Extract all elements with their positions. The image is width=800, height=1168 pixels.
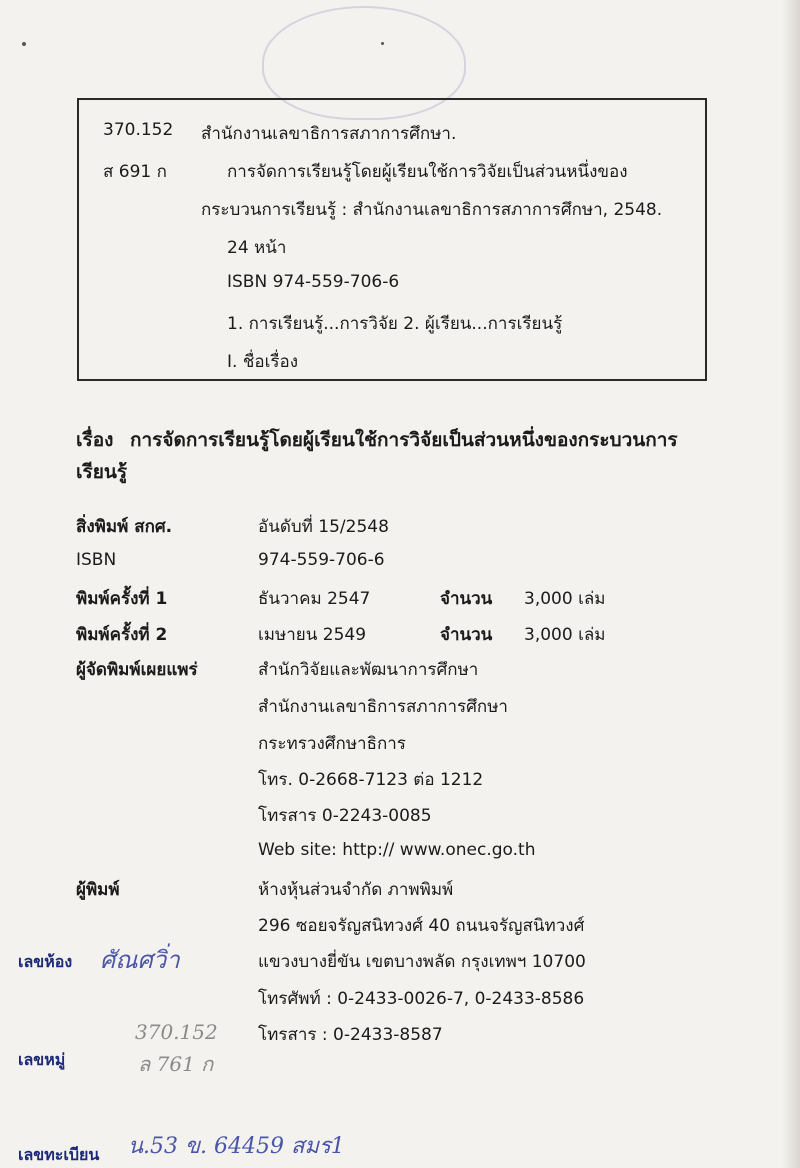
print1-date: ธันวาคม 2547 <box>258 589 371 609</box>
catalog-subjects: 1. การเรียนรู้...การวิจัย 2. ผู้เรียน...การเรียนรู้ <box>227 314 563 334</box>
printer-fax: โทรสาร : 0-2433-8587 <box>258 1025 443 1045</box>
title-label: เรื่อง <box>76 429 114 451</box>
catalog-title-entry: I. ชื่อเรื่อง <box>227 352 299 372</box>
print2-qty: 3,000 เล่ม <box>524 625 606 645</box>
catalog-card <box>77 98 707 381</box>
printer-phone: โทรศัพท์ : 0-2433-0026-7, 0-2433-8586 <box>258 989 585 1009</box>
print2-qty-label: จำนวน <box>440 625 493 645</box>
distributor-line: กระทรวงศึกษาธิการ <box>258 734 406 754</box>
distributor-line: สำนักวิจัยและพัฒนาการศึกษา <box>258 660 479 680</box>
catalog-isbn: ISBN 974-559-706-6 <box>227 272 400 292</box>
ink-speck <box>22 42 26 46</box>
isbn-label: ISBN <box>76 550 117 570</box>
pub-label: สิ่งพิมพ์ สกศ. <box>76 517 173 537</box>
distributor-fax: โทรสาร 0-2243-0085 <box>258 806 432 826</box>
title-line2: เรียนรู้ <box>76 461 128 483</box>
distributor-website: Web site: http:// www.onec.go.th <box>258 840 536 860</box>
catalog-pages: 24 หน้า <box>227 238 287 258</box>
class-handwritten-line2: ล 761 ก <box>138 1052 214 1076</box>
pub-value: อันดับที่ 15/2548 <box>258 517 389 537</box>
room-label: เลขห้อง <box>18 952 73 971</box>
print2-date: เมษายน 2549 <box>258 625 367 645</box>
print1-qty: 3,000 เล่ม <box>524 589 606 609</box>
catalog-title-line2: กระบวนการเรียนรู้ : สำนักงานเลขาธิการสภาการศึกษา, 2548. <box>201 200 663 220</box>
distributor-phone: โทร. 0-2668-7123 ต่อ 1212 <box>258 770 484 790</box>
room-handwritten: ศัณศวิ่า <box>100 946 180 974</box>
ink-speck <box>381 42 384 45</box>
print2-label: พิมพ์ครั้งที่ 2 <box>76 625 168 645</box>
distributor-label: ผู้จัดพิมพ์เผยแพร่ <box>76 660 198 680</box>
print1-qty-label: จำนวน <box>440 589 493 609</box>
catalog-author: สำนักงานเลขาธิการสภาการศึกษา. <box>201 124 457 144</box>
distributor-line: สำนักงานเลขาธิการสภาการศึกษา <box>258 697 508 717</box>
printer-label: ผู้พิมพ์ <box>76 880 120 900</box>
printer-line: 296 ซอยจรัญสนิทวงศ์ 40 ถนนจรัญสนิทวงศ์ <box>258 916 585 936</box>
isbn-value: 974-559-706-6 <box>258 550 385 570</box>
printer-line: ห้างหุ้นส่วนจำกัด ภาพพิมพ์ <box>258 880 454 900</box>
class-handwritten-line1: 370.152 <box>135 1020 218 1044</box>
printer-line: แขวงบางยี่ขัน เขตบางพลัด กรุงเทพฯ 10700 <box>258 952 586 972</box>
print1-label: พิมพ์ครั้งที่ 1 <box>76 589 168 609</box>
catalog-title-line1: การจัดการเรียนรู้โดยผู้เรียนใช้การวิจัยเป็นส่วนหนึ่งของ <box>227 162 628 182</box>
cutter-number: ส 691 ก <box>103 162 167 182</box>
page-edge <box>782 0 800 1168</box>
class-label: เลขหมู่ <box>18 1050 66 1069</box>
title-line1: การจัดการเรียนรู้โดยผู้เรียนใช้การวิจัยเป็นส่วนหนึ่งของกระบวนการ <box>130 429 678 451</box>
call-number: 370.152 <box>103 120 174 140</box>
registration-handwritten: น.53 ข. 64459 สมร1 <box>128 1134 345 1159</box>
registration-label: เลขทะเบียน <box>18 1145 100 1164</box>
